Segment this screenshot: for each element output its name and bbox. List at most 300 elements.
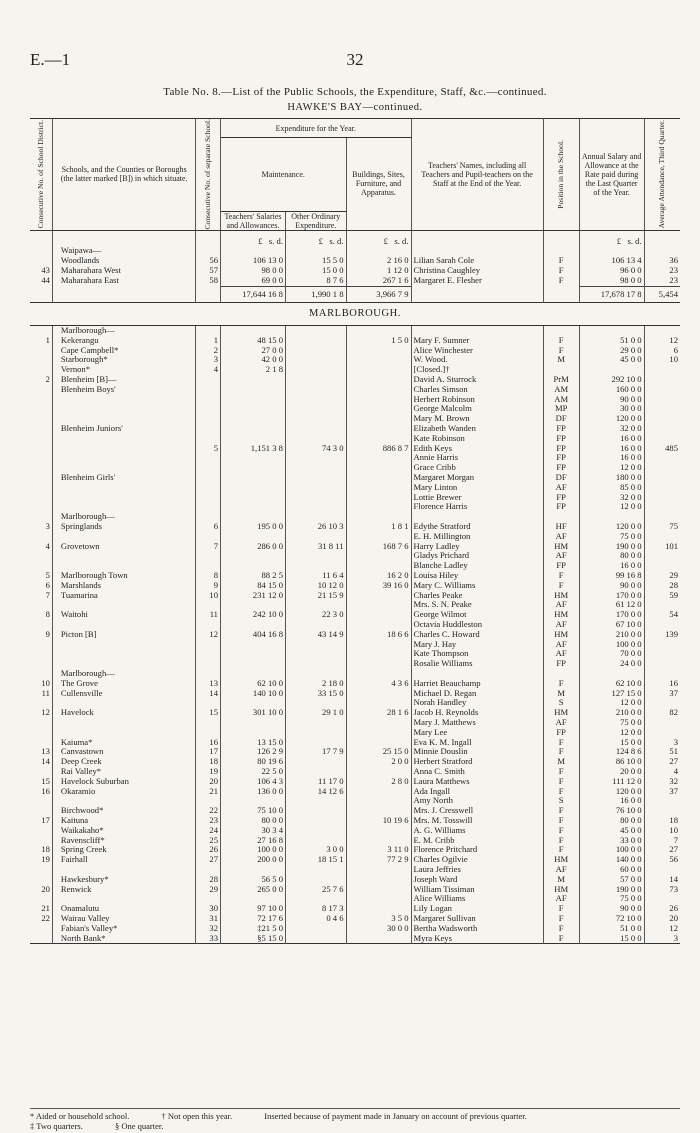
teachers-salaries — [220, 385, 285, 395]
teacher-position: F — [543, 266, 579, 276]
teachers-salaries: 13 15 0 — [220, 738, 285, 748]
teacher-position: F — [543, 845, 579, 855]
school-name: Vernon* — [52, 365, 195, 375]
buildings-sites — [346, 591, 411, 601]
school-name: Ravenscliff* — [52, 836, 195, 846]
school-no: 32 — [196, 924, 221, 934]
teacher-position: S — [543, 698, 579, 708]
teacher-name: Mary J. Matthews — [411, 718, 543, 728]
school-no: 23 — [196, 816, 221, 826]
footnote-not-open: † Not open this year. — [161, 1111, 233, 1121]
teacher-position: AM — [543, 385, 579, 395]
teacher-position: HF — [543, 522, 579, 532]
section-title-marlborough: MARLBOROUGH. — [30, 303, 680, 326]
average-attendance: 12 — [669, 922, 678, 933]
other-expenditure — [285, 826, 346, 836]
table-row — [30, 855, 680, 865]
header-maintenance: Maintenance. — [220, 138, 346, 212]
currency-shilling: s. — [627, 235, 633, 246]
teacher-name: Louisa Hiley — [411, 571, 543, 581]
average-attendance: 20 — [669, 912, 678, 923]
annual-salary: 106 13 4 — [579, 256, 644, 266]
annual-salary: 51 0 0 — [579, 924, 644, 934]
school-no: 58 — [196, 276, 221, 286]
average-attendance — [644, 796, 680, 806]
teacher-position: F — [543, 581, 579, 591]
school-name: Maharahara East — [52, 276, 195, 286]
other-expenditure — [285, 326, 346, 336]
annual-salary: 80 0 0 — [579, 816, 644, 826]
annual-salary: 99 16 8 — [579, 571, 644, 581]
annual-salary: 190 0 0 — [579, 885, 644, 895]
table-row — [30, 806, 680, 816]
school-no — [196, 424, 221, 434]
other-expenditure — [285, 346, 346, 356]
buildings-sites: 2 8 0 — [346, 777, 411, 787]
teacher-position: HM — [543, 591, 579, 601]
buildings-sites: 30 0 0 — [346, 924, 411, 934]
table-row — [30, 669, 680, 679]
school-name: Waipawa— — [52, 246, 195, 256]
annual-salary: 96 0 0 — [579, 266, 644, 276]
teacher-name: Laura Matthews — [411, 777, 543, 787]
table-row — [30, 924, 680, 934]
teacher-name: Mary F. Sumner — [411, 336, 543, 346]
annual-salary: 292 10 0 — [579, 375, 644, 385]
footnote-inserted: Inserted because of payment made in January on account of previous quarter. — [264, 1111, 527, 1121]
other-expenditure: 21 15 9 — [285, 591, 346, 601]
annual-salary: 32 0 0 — [579, 424, 644, 434]
teacher-position: F — [543, 914, 579, 924]
average-attendance — [644, 551, 680, 561]
buildings-sites: 1 12 0 — [346, 266, 411, 276]
currency-pence: d. — [635, 235, 642, 246]
annual-salary: 210 0 0 — [579, 708, 644, 718]
school-no: 7 — [196, 542, 221, 552]
average-attendance — [644, 502, 680, 512]
annual-salary: 45 0 0 — [579, 355, 644, 365]
school-name: The Grove — [52, 679, 195, 689]
annual-salary: 16 0 0 — [579, 796, 644, 806]
teacher-position: DF — [543, 473, 579, 483]
school-name: Kaiuma* — [52, 738, 195, 748]
teacher-name: Charles Peake — [411, 591, 543, 601]
school-no — [196, 649, 221, 659]
teacher-position: HM — [543, 542, 579, 552]
district-no — [30, 796, 52, 806]
teacher-name: Octavia Huddleston — [411, 620, 543, 630]
buildings-sites — [346, 826, 411, 836]
annual-salary: 111 12 0 — [579, 777, 644, 787]
average-attendance: 73 — [669, 883, 678, 894]
school-name: Birchwood* — [52, 806, 195, 816]
buildings-sites — [346, 875, 411, 885]
teacher-position: FP — [543, 424, 579, 434]
teachers-salaries: 80 19 6 — [220, 757, 285, 767]
school-no — [196, 463, 221, 473]
other-expenditure — [285, 551, 346, 561]
district-no: 22 — [30, 914, 52, 924]
currency-pence: d. — [337, 235, 344, 246]
school-name: Blenheim Boys' — [52, 385, 195, 395]
other-expenditure: 14 12 6 — [285, 787, 346, 797]
buildings-sites — [346, 424, 411, 434]
other-expenditure — [285, 816, 346, 826]
annual-salary: 12 0 0 — [579, 728, 644, 738]
buildings-sites — [346, 787, 411, 797]
teacher-name: Lottie Brewer — [411, 493, 543, 503]
average-attendance — [644, 640, 680, 650]
district-no — [30, 346, 52, 356]
district-no: 19 — [30, 855, 52, 865]
other-expenditure: 11 6 4 — [285, 571, 346, 581]
empty-cell — [411, 286, 543, 303]
other-expenditure: 8 7 6 — [285, 276, 346, 286]
teacher-name: Minnie Douslin — [411, 747, 543, 757]
other-expenditure — [285, 404, 346, 414]
teacher-position: AF — [543, 483, 579, 493]
school-name: Marlborough— — [52, 326, 195, 336]
annual-salary: 16 0 0 — [579, 444, 644, 454]
annual-salary: 62 10 0 — [579, 679, 644, 689]
district-no — [30, 463, 52, 473]
other-expenditure — [285, 336, 346, 346]
table-row — [30, 266, 680, 276]
teacher-name: Mary M. Brown — [411, 414, 543, 424]
district-no — [30, 434, 52, 444]
school-name — [52, 718, 195, 728]
annual-salary: 120 0 0 — [579, 414, 644, 424]
annual-salary: 190 0 0 — [579, 542, 644, 552]
school-name: Marlborough— — [52, 669, 195, 679]
average-attendance: 29 — [669, 570, 678, 581]
teacher-position: MP — [543, 404, 579, 414]
annual-salary: 210 0 0 — [579, 630, 644, 640]
other-expenditure: 18 15 1 — [285, 855, 346, 865]
school-name: Spring Creek — [52, 845, 195, 855]
teacher-name: Edith Keys — [411, 444, 543, 454]
teacher-name: Mary Linton — [411, 483, 543, 493]
buildings-sites — [346, 659, 411, 669]
header-other-expenditure: Other Ordinary Expenditure. — [285, 211, 346, 230]
buildings-sites — [346, 375, 411, 385]
school-name: Blenheim Girls' — [52, 473, 195, 483]
table-row — [30, 276, 680, 286]
buildings-sites: 3 11 0 — [346, 845, 411, 855]
school-name: Onamalutu — [52, 904, 195, 914]
table-row — [30, 826, 680, 836]
buildings-sites: 28 1 6 — [346, 708, 411, 718]
school-no: 12 — [196, 630, 221, 640]
average-attendance — [644, 463, 680, 473]
table-row — [30, 620, 680, 630]
teacher-name: Joseph Ward — [411, 875, 543, 885]
teacher-position: HM — [543, 708, 579, 718]
buildings-sites: 168 7 6 — [346, 542, 411, 552]
school-no: 2 — [196, 346, 221, 356]
school-name: Maharahara West — [52, 266, 195, 276]
page-code: E.—1 — [30, 50, 71, 69]
average-attendance: 26 — [669, 903, 678, 914]
school-name: Starborough* — [52, 355, 195, 365]
table-row — [30, 865, 680, 875]
school-no — [196, 414, 221, 424]
buildings-sites — [346, 865, 411, 875]
school-no: 26 — [196, 845, 221, 855]
teachers-salaries: 200 0 0 — [220, 855, 285, 865]
header-position: Position in the School. — [556, 139, 566, 209]
teacher-position: AF — [543, 718, 579, 728]
table-row — [30, 551, 680, 561]
teacher-name: Charles Ogilvie — [411, 855, 543, 865]
teachers-salaries: 301 10 0 — [220, 708, 285, 718]
teacher-position: F — [543, 806, 579, 816]
district-no — [30, 246, 52, 256]
header-school-no: Consecutive No. of separate School. — [203, 119, 213, 230]
teacher-name: Florence Harris — [411, 502, 543, 512]
teachers-salaries — [220, 551, 285, 561]
school-no: 31 — [196, 914, 221, 924]
table-row — [30, 424, 680, 434]
teacher-position: HM — [543, 855, 579, 865]
average-attendance: 18 — [669, 814, 678, 825]
school-name: Hawkesbury* — [52, 875, 195, 885]
teacher-position: AF — [543, 640, 579, 650]
school-name: Kekerangu — [52, 336, 195, 346]
table-row — [30, 395, 680, 405]
annual-salary: 140 0 0 — [579, 855, 644, 865]
buildings-sites — [346, 463, 411, 473]
table-row — [30, 385, 680, 395]
district-no: 4 — [30, 542, 52, 552]
currency-pound: £ — [383, 235, 388, 246]
annual-salary: 98 0 0 — [579, 276, 644, 286]
average-attendance: 82 — [669, 707, 678, 718]
annual-salary: 16 0 0 — [579, 561, 644, 571]
other-expenditure: 3 0 0 — [285, 845, 346, 855]
header-attendance: Average Attendance, Third Quarter. — [657, 120, 667, 229]
teachers-salaries: 136 0 0 — [220, 787, 285, 797]
other-expenditure: 29 1 0 — [285, 708, 346, 718]
currency-shilling: s. — [268, 235, 275, 246]
table-row — [30, 816, 680, 826]
teacher-name: Margaret E. Flesher — [411, 276, 543, 286]
other-expenditure — [285, 483, 346, 493]
currency-pence: d. — [276, 235, 283, 246]
school-name: Marlborough— — [52, 512, 195, 522]
teachers-salaries: 106 13 0 — [220, 256, 285, 266]
table-row — [30, 483, 680, 493]
other-expenditure — [285, 385, 346, 395]
teachers-salaries: 27 0 0 — [220, 346, 285, 356]
teachers-salaries — [220, 404, 285, 414]
teachers-salaries — [220, 493, 285, 503]
teacher-name: E. H. Millington — [411, 532, 543, 542]
average-attendance — [644, 414, 680, 424]
teacher-position: AM — [543, 395, 579, 405]
teacher-position: F — [543, 777, 579, 787]
teachers-salaries: 62 10 0 — [220, 679, 285, 689]
table-row — [30, 346, 680, 356]
school-no — [196, 483, 221, 493]
average-attendance: 4 — [673, 765, 678, 776]
teacher-name: Annie Harris — [411, 453, 543, 463]
teacher-position: DF — [543, 414, 579, 424]
teachers-salaries: 98 0 0 — [220, 266, 285, 276]
annual-salary: 90 0 0 — [579, 904, 644, 914]
totals-row — [30, 286, 680, 303]
school-no — [196, 375, 221, 385]
table-row — [30, 777, 680, 787]
school-no: 3 — [196, 355, 221, 365]
buildings-sites — [346, 885, 411, 895]
buildings-sites: 2 0 0 — [346, 757, 411, 767]
district-no: 43 — [30, 266, 52, 276]
teacher-name: Mary J. Hay — [411, 640, 543, 650]
school-name: Renwick — [52, 885, 195, 895]
annual-salary: 57 0 0 — [579, 875, 644, 885]
teacher-name: Mrs. J. Cresswell — [411, 806, 543, 816]
table-row — [30, 718, 680, 728]
district-no — [30, 865, 52, 875]
school-no: 30 — [196, 904, 221, 914]
other-expenditure: 0 4 6 — [285, 914, 346, 924]
school-no — [196, 640, 221, 650]
district-no: 44 — [30, 276, 52, 286]
table-row — [30, 542, 680, 552]
table-row — [30, 532, 680, 542]
footnote-aided: * Aided or household school. — [30, 1111, 130, 1121]
school-no — [196, 551, 221, 561]
teachers-salaries: 242 10 0 — [220, 610, 285, 620]
annual-salary: 30 0 0 — [579, 404, 644, 414]
district-no: 16 — [30, 787, 52, 797]
annual-salary: 120 0 0 — [579, 787, 644, 797]
table-row — [30, 365, 680, 375]
district-no: 9 — [30, 630, 52, 640]
other-expenditure — [285, 659, 346, 669]
teacher-position: HM — [543, 885, 579, 895]
district-no: 18 — [30, 845, 52, 855]
teacher-name: E. M. Cribb — [411, 836, 543, 846]
teacher-position: F — [543, 924, 579, 934]
other-expenditure — [285, 718, 346, 728]
page-number: 32 — [346, 50, 364, 69]
teacher-position: F — [543, 836, 579, 846]
header-buildings: Buildings, Sites, Furniture, and Apparatus. — [346, 138, 411, 231]
other-expenditure — [285, 395, 346, 405]
annual-salary: 16 0 0 — [579, 453, 644, 463]
teacher-position: AF — [543, 620, 579, 630]
header-district-no: Consecutive No. of School District. — [35, 120, 45, 229]
empty-cell — [196, 286, 221, 303]
teachers-salaries — [220, 395, 285, 405]
school-no: 22 — [196, 806, 221, 816]
average-attendance: 23 — [669, 264, 678, 275]
footnote-two-quarters: ‡ Two quarters. — [30, 1121, 83, 1131]
school-no — [196, 473, 221, 483]
district-no — [30, 483, 52, 493]
teacher-name: Elizabeth Wanden — [411, 424, 543, 434]
teacher-position: AF — [543, 865, 579, 875]
footnote-one-quarter: § One quarter. — [114, 1121, 164, 1131]
teacher-position: F — [543, 787, 579, 797]
buildings-sites — [346, 649, 411, 659]
district-no — [30, 659, 52, 669]
district-no — [30, 649, 52, 659]
other-expenditure — [285, 473, 346, 483]
annual-salary: 100 0 0 — [579, 640, 644, 650]
teacher-name: Margaret Morgan — [411, 473, 543, 483]
school-no: 25 — [196, 836, 221, 846]
school-name — [52, 493, 195, 503]
teacher-position: M — [543, 689, 579, 699]
other-expenditure — [285, 493, 346, 503]
teacher-position: FP — [543, 502, 579, 512]
annual-salary: 90 0 0 — [579, 395, 644, 405]
school-name: Woodlands — [52, 256, 195, 266]
schools-table — [30, 118, 680, 944]
table-row — [30, 747, 680, 757]
other-expenditure — [285, 453, 346, 463]
average-attendance — [644, 483, 680, 493]
school-name: Grovetown — [52, 542, 195, 552]
district-no — [30, 385, 52, 395]
average-attendance: 75 — [669, 521, 678, 532]
buildings-sites: 18 6 6 — [346, 630, 411, 640]
annual-salary: 170 0 0 — [579, 591, 644, 601]
teacher-name: George Wilmot — [411, 610, 543, 620]
teachers-salaries: 56 5 0 — [220, 875, 285, 885]
teacher-name: Charles Simson — [411, 385, 543, 395]
school-no: 24 — [196, 826, 221, 836]
average-attendance — [644, 473, 680, 483]
annual-salary: 51 0 0 — [579, 336, 644, 346]
annual-salary: 120 0 0 — [579, 522, 644, 532]
other-expenditure — [285, 757, 346, 767]
teacher-position: AF — [543, 649, 579, 659]
district-no: 13 — [30, 747, 52, 757]
teacher-name: Charles C. Howard — [411, 630, 543, 640]
currency-shilling: s. — [394, 235, 400, 246]
table-row — [30, 571, 680, 581]
average-attendance: 3 — [673, 932, 678, 943]
annual-salary: 12 0 0 — [579, 502, 644, 512]
table-row — [30, 493, 680, 503]
other-expenditure — [285, 934, 346, 944]
buildings-sites — [346, 502, 411, 512]
teacher-position: FP — [543, 561, 579, 571]
average-attendance: 16 — [669, 677, 678, 688]
teacher-name: Harry Ladley — [411, 542, 543, 552]
teacher-name: Eva K. M. Ingall — [411, 738, 543, 748]
teacher-name: Laura Jeffries — [411, 865, 543, 875]
average-attendance — [644, 424, 680, 434]
teacher-position: FP — [543, 453, 579, 463]
annual-salary: 15 0 0 — [579, 738, 644, 748]
teacher-position: AF — [543, 532, 579, 542]
district-no — [30, 355, 52, 365]
teachers-salaries — [220, 375, 285, 385]
teachers-salaries: 140 10 0 — [220, 689, 285, 699]
teacher-name: Norah Handley — [411, 698, 543, 708]
school-name: Tuamarina — [52, 591, 195, 601]
school-no: 19 — [196, 767, 221, 777]
table-row — [30, 404, 680, 414]
average-attendance: 28 — [669, 579, 678, 590]
school-name: Cape Campbell* — [52, 346, 195, 356]
school-no: 33 — [196, 934, 221, 944]
